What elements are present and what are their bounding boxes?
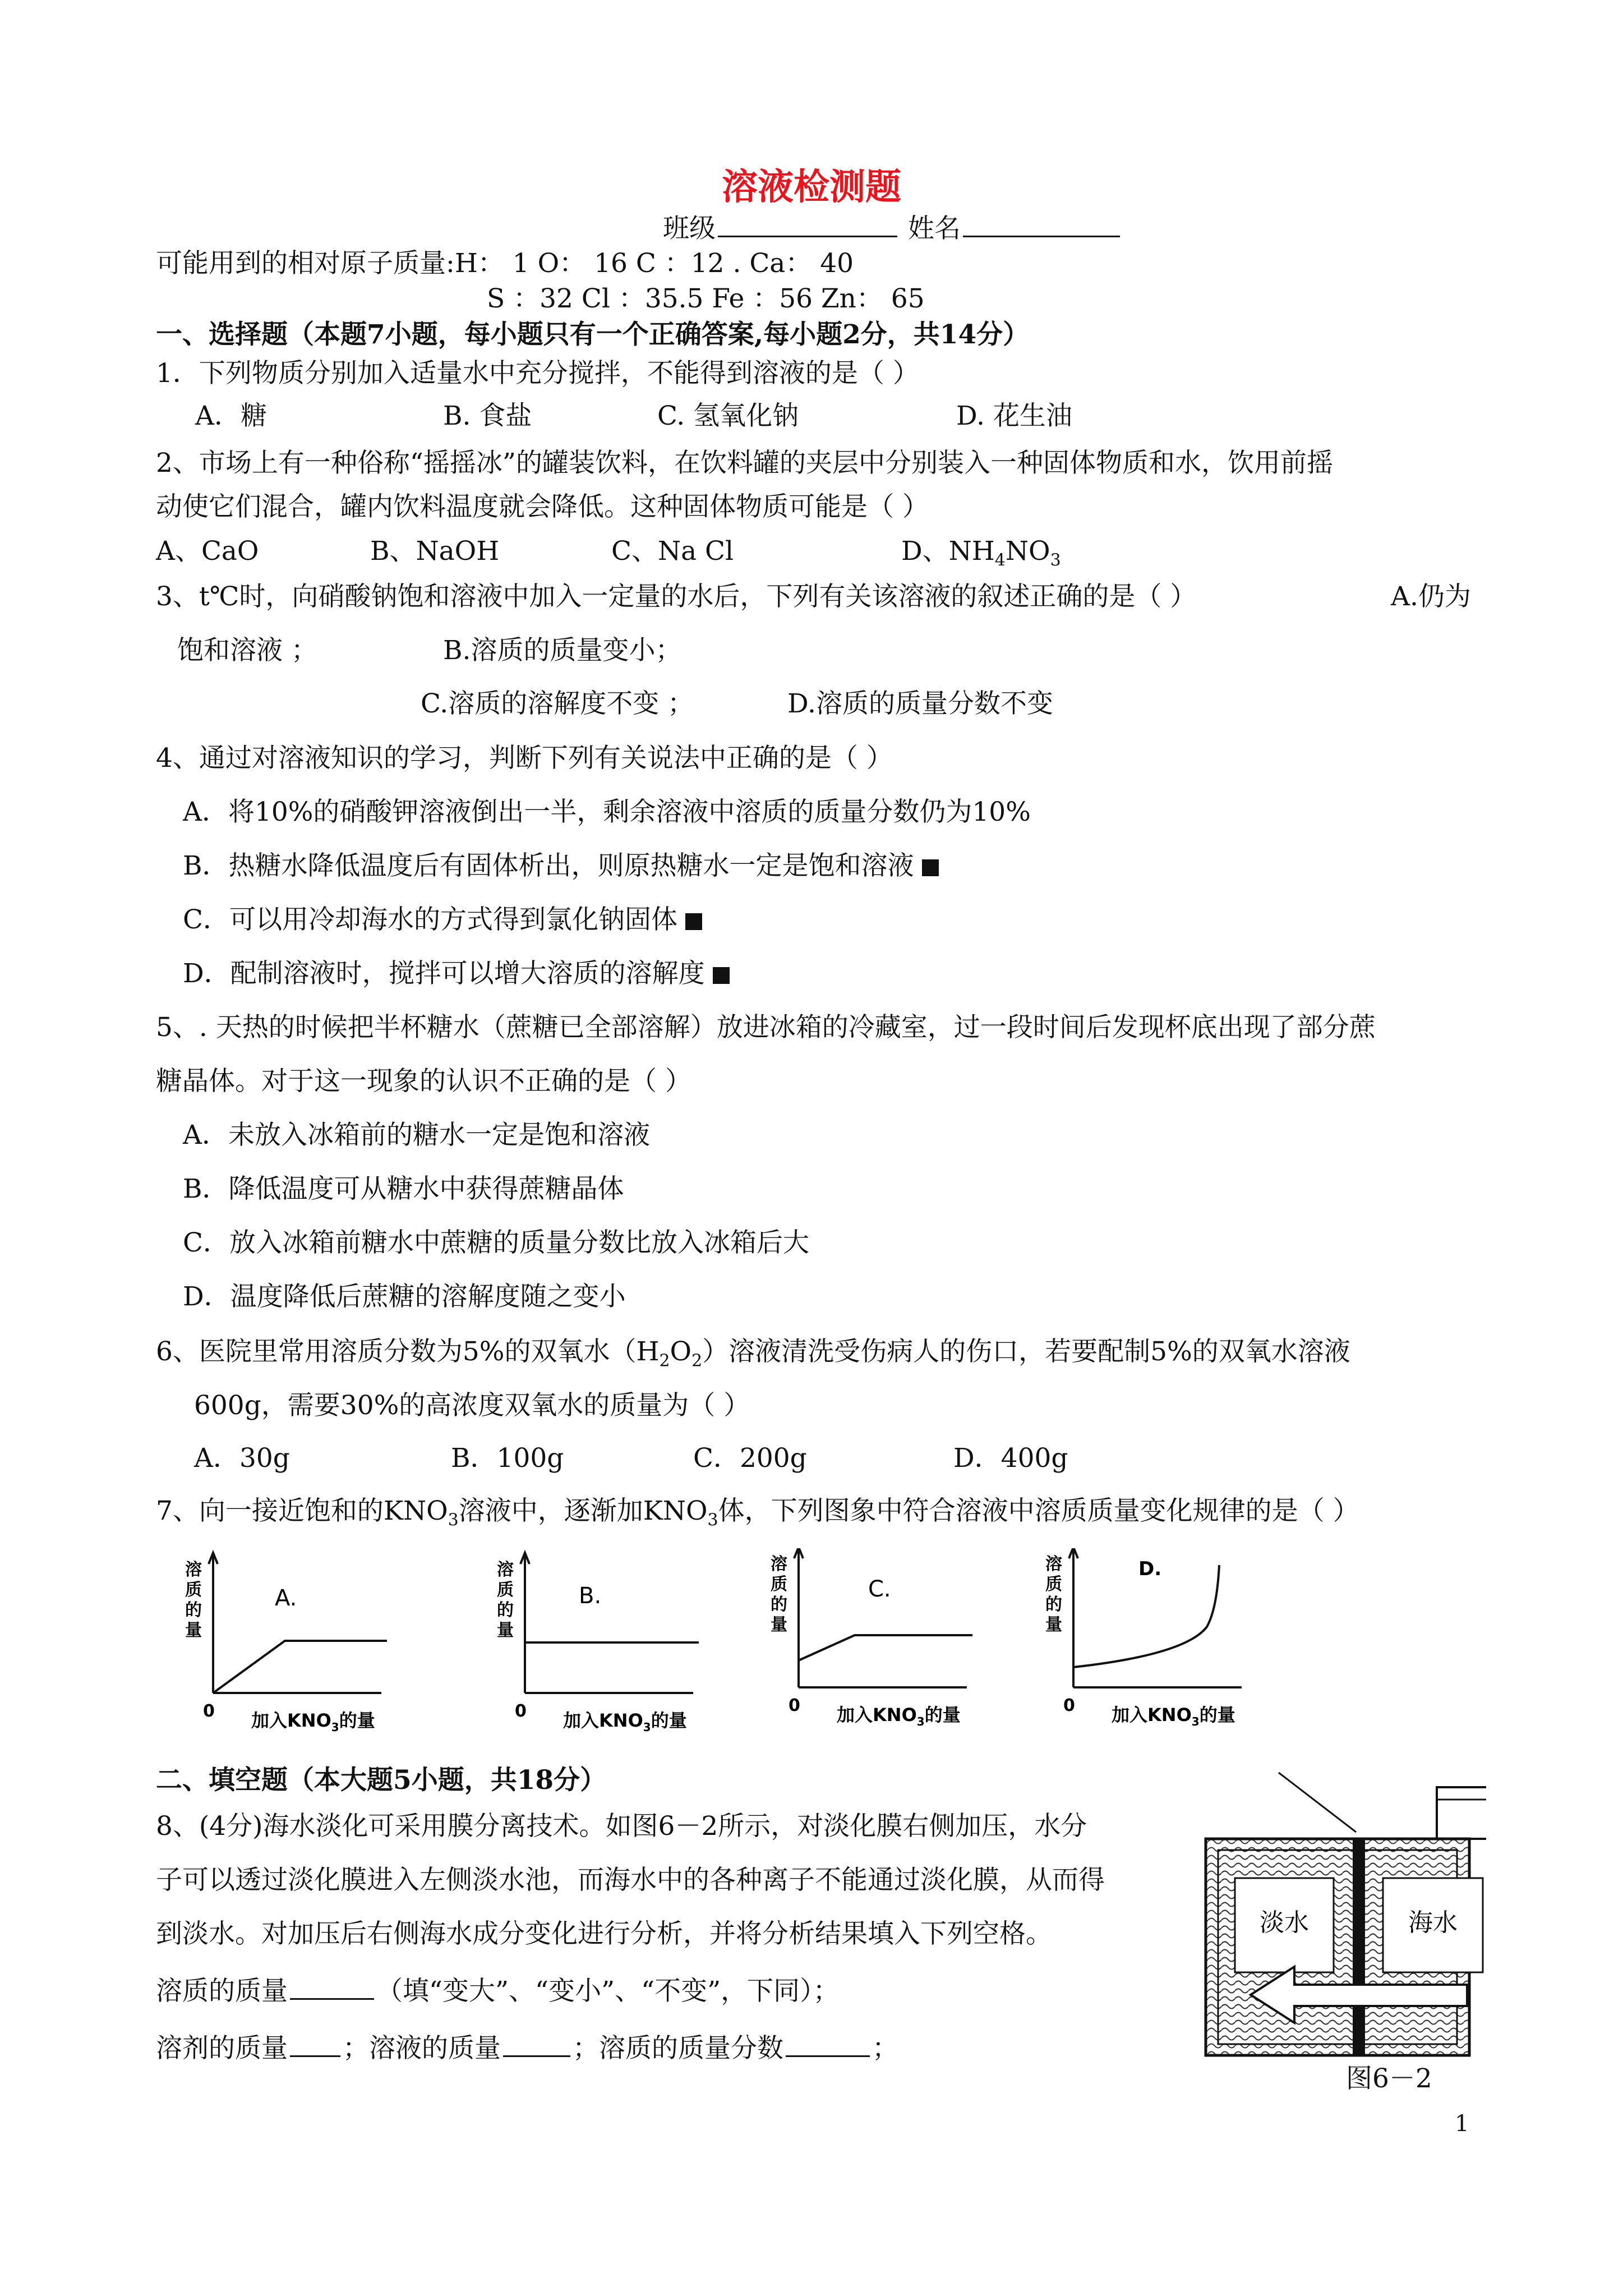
q4-stem: 4、通过对溶液知识的学习，判断下列有关说法中正确的是（ ） (156, 743, 893, 774)
graph-c (771, 1548, 972, 1728)
graph-a-yaxis-char: 质 (185, 1580, 202, 1600)
q5-option-b: B．降低温度可从糖水中获得蔗糖晶体 (183, 1174, 624, 1204)
q1-stem: 1．下列物质分别加入适量水中充分搅拌，不能得到溶液的是（ ） (156, 358, 919, 389)
q3-option-d: D.溶质的质量分数不变 (787, 688, 1053, 719)
q1-option-d: D. 花生油 (956, 401, 1072, 431)
q5-option-a: A．未放入冰箱前的糖水一定是饱和溶液 (183, 1120, 650, 1151)
graph-a-xaxis-label: 加入$KNO_3$的量 (251, 1710, 375, 1733)
class-name-line (663, 211, 1122, 246)
q8-fill-line2: 溶剂的质量 ；溶液的质量 ；溶质的质量分数 ； (156, 2031, 898, 2065)
graph-c-yaxis-char: 溶 (771, 1554, 787, 1574)
q8-line3: 到淡水。对加压后右侧海水成分变化进行分析，并将分析结果填入下列空格。 (156, 1918, 1052, 1949)
graph-b-origin: 0 (515, 1701, 527, 1721)
q6-option-b: B．100g (451, 1443, 564, 1474)
q6-option-d: D．400g (953, 1443, 1068, 1474)
piston (1437, 1787, 1486, 1839)
figure-caption: 图6－2 (1346, 2063, 1432, 2094)
name-blank[interactable] (963, 211, 1120, 237)
graph-d (1045, 1548, 1242, 1728)
membrane (1353, 1839, 1365, 2055)
q4-option-b: B．热糖水降低温度后有固体析出，则原热糖水一定是饱和溶液 (183, 849, 939, 883)
mass-fraction-blank[interactable] (786, 2031, 870, 2057)
graph-b-yaxis-char: 质 (497, 1580, 514, 1600)
solution-mass-blank[interactable] (503, 2031, 570, 2057)
graph-c-yaxis-char: 量 (771, 1615, 787, 1635)
graph-b (497, 1553, 699, 1733)
q4-option-d: D．配制溶液时，搅拌可以增大溶质的溶解度 (183, 957, 730, 991)
graph-b-yaxis (520, 1553, 529, 1693)
q6-option-c: C．200g (693, 1443, 807, 1474)
graph-a-origin: 0 (203, 1701, 215, 1721)
q3-option-a-part2: 饱和溶液 ； (177, 635, 317, 666)
graph-c-xaxis-label: 加入$KNO_3$的量 (837, 1704, 961, 1728)
graph-d-origin: 0 (1063, 1696, 1075, 1715)
graph-a-yaxis-char: 量 (185, 1621, 202, 1640)
q8-line2: 子可以透过淡化膜进入左侧淡水池，而海水中的各种离子不能通过淡化膜，从而得 (156, 1865, 1105, 1895)
graph-a (185, 1553, 387, 1733)
graph-b-xaxis-label: 加入$KNO_3$的量 (563, 1710, 687, 1733)
graph-a-yaxis-char: 溶 (185, 1560, 202, 1580)
q5-option-c: C．放入冰箱前糖水中蔗糖的质量分数比放入冰箱后大 (183, 1227, 809, 1258)
graph-d-yaxis-char: 质 (1045, 1575, 1062, 1594)
graph-b-yaxis-char: 的 (497, 1600, 514, 1620)
graph-c-origin: 0 (789, 1696, 800, 1715)
page-title: 溶液检测题 (722, 166, 901, 208)
section2-heading: 二、填空题（本大题5小题，共18分） (156, 1765, 607, 1796)
q1-option-b: B. 食盐 (443, 401, 532, 431)
atomic-mass-line-1: 可能用到的相对原子质量:H： 1 O： 16 C ：12 . Ca： 40 (156, 248, 854, 279)
class-blank[interactable] (718, 211, 897, 237)
q4-option-c: C．可以用冷却海水的方式得到氯化钠固体 (183, 903, 702, 937)
graph-d-xaxis-label: 加入$KNO_3$的量 (1112, 1704, 1235, 1728)
black-square-icon (685, 913, 702, 930)
q3-option-b: B.溶质的质量变小； (443, 635, 682, 666)
graph-d-yaxis-char: 量 (1045, 1615, 1062, 1635)
graph-d-curve (1073, 1565, 1219, 1667)
fresh-water-label: 淡水 (1260, 1908, 1309, 1937)
q2-option-a: A、CaO (156, 536, 259, 567)
q1-option-a: A．糖 (195, 401, 267, 431)
q3-option-a-part1: A.仍为 (1391, 581, 1471, 612)
q4-option-a: A．将10%的硝酸钾溶液倒出一半，剩余溶液中溶质的质量分数仍为10% (183, 797, 1031, 827)
graph-a-curve (213, 1641, 387, 1693)
graph-c-yaxis (794, 1548, 803, 1687)
graph-a-label: A. (275, 1585, 297, 1611)
q3-stem: 3、t℃时，向硝酸钠饱和溶液中加入一定量的水后，下列有关该溶液的叙述正确的是（ ） (156, 581, 1197, 612)
q6-stem-line1: 6、医院里常用溶质分数为5%的双氧水$(H_2O_2)$溶液清洗受伤病人的伤口，若要配制5%的双氧水溶液 (156, 1336, 1350, 1371)
q5-stem-line1: 5、. 天热的时候把半杯糖水（蔗糖已全部溶解）放进冰箱的冷藏室，过一段时间后发现杯底出现了部分蔗 (156, 1012, 1376, 1043)
q2-option-b: B、NaOH (370, 536, 500, 567)
q6-option-a: A．30g (194, 1443, 290, 1474)
membrane-figure (1195, 1767, 1486, 2064)
graph-b-yaxis-char: 量 (497, 1621, 514, 1640)
membrane-pointer-line (1279, 1773, 1356, 1832)
class-label: 班级 (663, 213, 716, 244)
section1-heading: 一、选择题（本题7小题，每小题只有一个正确答案,每小题2分，共14分） (156, 319, 1030, 350)
q5-option-d: D．温度降低后蔗糖的溶解度随之变小 (183, 1281, 626, 1312)
q7-stem: 7、向一接近饱和的$KNO_3$溶液中，逐渐加$KNO_3$体，下列图象中符合溶液中溶质质量变化规律的是（ ） (156, 1496, 1359, 1530)
solvent-mass-blank[interactable] (290, 2031, 340, 2057)
name-label: 姓名 (907, 213, 961, 244)
q2-stem-line2: 动使它们混合，罐内饮料温度就会降低。这种固体物质可能是（ ） (156, 491, 929, 522)
graph-c-label: C. (868, 1576, 891, 1602)
q5-stem-line2: 糖晶体。对于这一现象的认识不正确的是（ ） (156, 1066, 691, 1097)
graph-d-yaxis-char: 的 (1045, 1595, 1062, 1614)
graph-b-label: B. (579, 1583, 602, 1609)
atomic-mass-line-2: S ：32 Cl ：35.5 Fe ：56 Zn： 65 (487, 283, 925, 314)
q8-line1: 8、(4分)海水淡化可采用膜分离技术。如图6－2所示，对淡化膜右侧加压，水分 (156, 1811, 1087, 1842)
graph-c-yaxis-char: 质 (771, 1575, 787, 1594)
graph-d-label: D. (1138, 1558, 1162, 1580)
graph-c-curve (799, 1635, 972, 1660)
graph-a-yaxis-char: 的 (185, 1600, 202, 1620)
q6-stem-line2: 600g，需要30%的高浓度双氧水的质量为（ ） (194, 1390, 750, 1421)
graph-b-yaxis-char: 溶 (497, 1560, 514, 1580)
q8-fill-line1: 溶质的质量 （填“变大”、“变小”、“不变”，下同）； (156, 1973, 840, 2008)
black-square-icon (713, 967, 730, 984)
black-square-icon (922, 859, 939, 876)
graph-c-yaxis-char: 的 (771, 1595, 787, 1614)
q7-graphs (168, 1548, 1335, 1733)
graph-a-yaxis (209, 1553, 218, 1693)
q3-option-c: C.溶质的溶解度不变 ； (421, 688, 694, 719)
graph-d-yaxis-char: 溶 (1045, 1554, 1062, 1574)
seawater-label: 海水 (1408, 1908, 1458, 1937)
q2-stem-line1: 2、市场上有一种俗称“摇摇冰”的罐装饮料，在饮料罐的夹层中分别装入一种固体物质和水，饮用前摇 (156, 448, 1333, 478)
page-number: 1 (1455, 2111, 1469, 2137)
q2-option-d: D、$NH_4NO_3$ (901, 536, 1061, 570)
q1-option-c: C. 氢氧化钠 (657, 401, 799, 431)
q2-option-c: C、Na Cl (611, 536, 734, 567)
solute-mass-blank[interactable] (290, 1973, 374, 2000)
